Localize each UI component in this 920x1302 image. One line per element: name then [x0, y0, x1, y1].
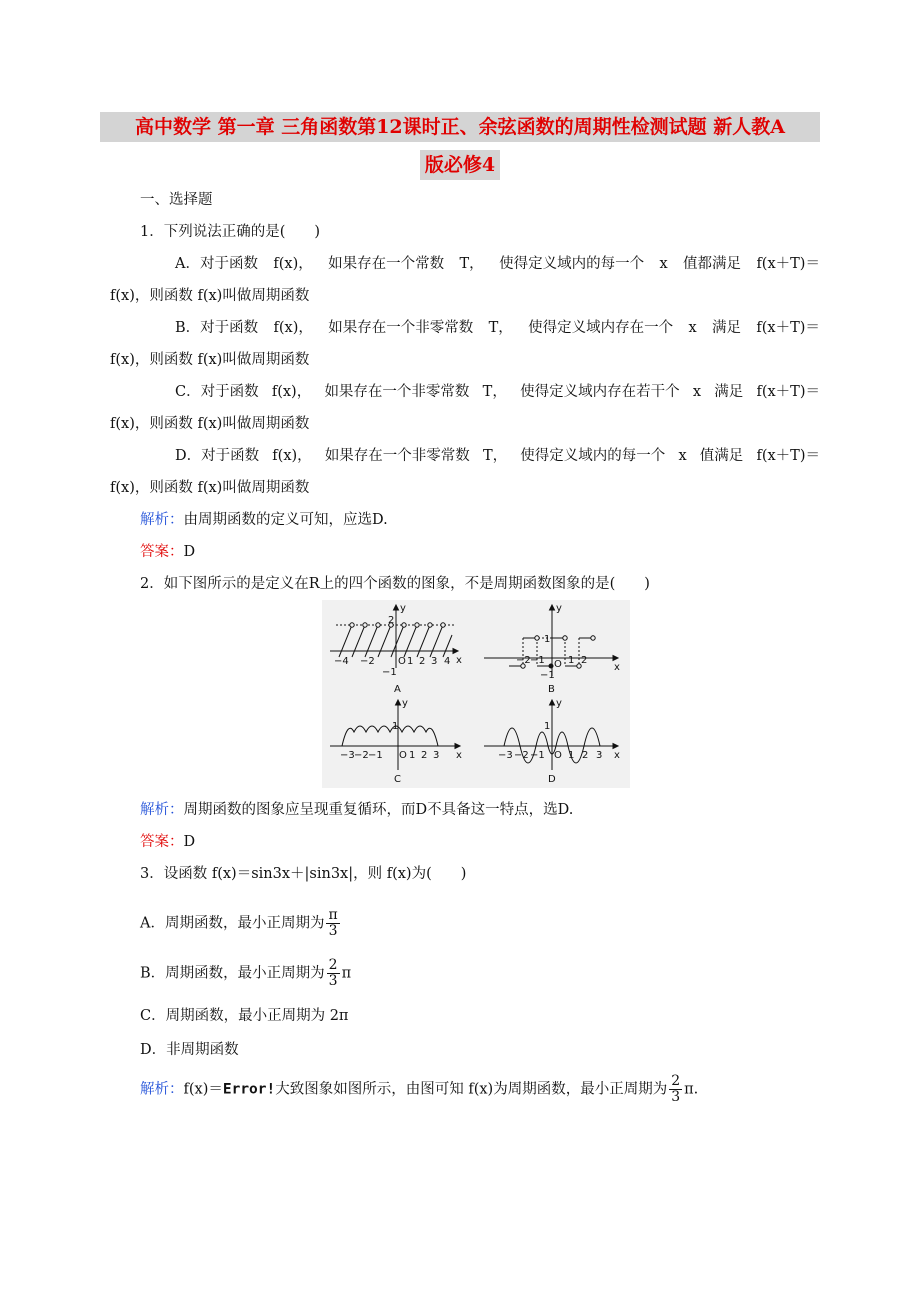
- panel-b-y-arrow: [550, 605, 555, 610]
- q1-analysis-text: 由周期函数的定义可知，应选D.: [183, 512, 388, 528]
- q1-option-c-line2: f(x)，则函数 f(x)叫做周期函数: [110, 416, 310, 432]
- panel-c-y-label: y: [402, 698, 408, 709]
- panel-d-tick-y1: 1: [544, 721, 551, 732]
- q2-figure-svg: [322, 600, 630, 788]
- panel-b-origin: O: [554, 659, 562, 670]
- panel-a-tick-neg4: −4: [334, 656, 349, 667]
- q1-option-a-line1: A．对于函数 f(x)， 如果存在一个常数 T， 使得定义域内的每一个 x 值都满足 f(x＋T)＝: [175, 256, 820, 272]
- panel-c-curve: [342, 726, 438, 746]
- q3-option-d: D．非周期函数: [140, 1042, 239, 1058]
- panel-d-tick-1: 1: [568, 750, 575, 761]
- q1-answer-label: 答案：: [140, 544, 184, 560]
- panel-a-tick-1: 1: [407, 656, 414, 667]
- panel-b-filled-dots: [549, 664, 553, 668]
- panel-d-tick-neg2: −2: [514, 750, 529, 761]
- panel-b-tick-1: 1: [568, 655, 575, 666]
- page-title-line1: 高中数学 第一章 三角函数第12课时正、余弦函数的周期性检测试题 新人教A: [100, 112, 820, 142]
- panel-a-tick-neg2: −2: [360, 656, 375, 667]
- q3-option-a: A．周期函数，最小正周期为 $\frac{\pi}{3}$: [140, 907, 338, 939]
- panel-c-tick-neg1: −1: [368, 750, 383, 761]
- q2-answer: [140, 832, 195, 852]
- panel-c-tick-3: 3: [433, 750, 440, 761]
- q3-option-a-fraction: $\frac{\pi}{3}$: [328, 907, 338, 939]
- q3-analysis-error: Error!: [222, 1081, 276, 1098]
- panel-c-label: C: [394, 774, 401, 785]
- panel-b-tick-neg1: −1: [540, 670, 555, 681]
- q2-figure: [322, 600, 630, 788]
- section-heading: 一、选择题: [140, 192, 213, 208]
- q1-option-b-line2: f(x)，则函数 f(x)叫做周期函数: [110, 352, 310, 368]
- panel-d-label: D: [548, 774, 556, 785]
- panel-b-tick-y1: 1: [544, 634, 551, 645]
- panel-a-y-label: y: [400, 603, 406, 614]
- panel-a-origin: O: [398, 656, 406, 667]
- q1-analysis: [140, 510, 388, 530]
- q1-option-d-line1: D．对于函数 f(x)， 如果存在一个非零常数 T， 使得定义域内的每一个 x 值满足 f(x＋T)＝: [175, 448, 820, 464]
- panel-a-y-arrow: [394, 605, 399, 610]
- panel-d-origin: O: [554, 750, 562, 761]
- panel-d-y-arrow: [550, 700, 555, 705]
- q1-option-a-line2: f(x)，则函数 f(x)叫做周期函数: [110, 288, 310, 304]
- q2-answer-text: D: [183, 834, 196, 850]
- q1-answer: [140, 542, 195, 562]
- q3-analysis-fraction: $\frac{2}{3}$: [671, 1073, 681, 1105]
- panel-d-x-arrow: [613, 744, 618, 749]
- q3-analysis: 解析：f(x)＝Error!大致图象如图所示，由图可知 f(x)为周期函数，最小正周期为 $\frac{2}{3}$ π.: [140, 1073, 699, 1105]
- panel-a-tick-3: 3: [431, 656, 438, 667]
- panel-a-tick-neg1: −1: [382, 667, 397, 678]
- panel-d-tick-neg1: −1: [530, 750, 545, 761]
- panel-b-tick-neg1-x: −1: [530, 655, 545, 666]
- panel-b-tick-neg2: −2: [516, 655, 531, 666]
- q1-option-d-line2: f(x)，则函数 f(x)叫做周期函数: [110, 480, 310, 496]
- panel-c-y-arrow: [396, 700, 401, 705]
- q2-analysis-text: 周期函数的图象应呈现重复循环，而D不具备这一特点，选D.: [183, 802, 574, 818]
- q3-stem: 3．设函数 f(x)＝sin3x＋|sin3x|，则 f(x)为( ): [140, 866, 467, 882]
- panel-c-origin: O: [399, 750, 407, 761]
- panel-c-tick-2: 2: [421, 750, 428, 761]
- panel-b-x-label: x: [614, 662, 620, 673]
- q3-option-b: B．周期函数，最小正周期为 $\frac{2}{3}$ π: [140, 957, 352, 989]
- panel-d-tick-neg3: −3: [498, 750, 513, 761]
- q1-option-b-line1: B．对于函数 f(x)， 如果存在一个非零常数 T， 使得定义域内存在一个 x 满足 f(x＋T)＝: [175, 320, 820, 336]
- q2-analysis-label: 解析：: [140, 802, 184, 818]
- panel-d-x-label: x: [614, 750, 620, 761]
- panel-d-tick-3: 3: [596, 750, 603, 761]
- panel-a-x-label: x: [456, 655, 462, 666]
- q3-option-b-fraction: $\frac{2}{3}$: [328, 957, 338, 989]
- panel-c-x-arrow: [455, 744, 460, 749]
- panel-a-tick-2: 2: [419, 656, 426, 667]
- q3-option-c: C．周期函数，最小正周期为 2π: [140, 1008, 349, 1024]
- panel-a-tick-y2: 2: [388, 615, 395, 626]
- panel-c-tick-1: 1: [409, 750, 416, 761]
- q2-stem: 2．如下图所示的是定义在R上的四个函数的图象，不是周期函数图象的是( ): [140, 576, 650, 592]
- panel-c-tick-y1: 1: [392, 721, 399, 732]
- panel-b-label: B: [548, 684, 555, 695]
- q1-analysis-label: 解析：: [140, 512, 184, 528]
- panel-d-y-label: y: [556, 698, 562, 709]
- panel-d-tick-2: 2: [582, 750, 589, 761]
- panel-c-x-label: x: [456, 750, 462, 761]
- q2-analysis: [140, 800, 573, 820]
- panel-b-y-label: y: [556, 603, 562, 614]
- panel-a-label: A: [394, 684, 401, 695]
- q2-answer-label: 答案：: [140, 834, 184, 850]
- q3-analysis-label: 解析：: [140, 1081, 184, 1098]
- panel-b-x-arrow: [613, 656, 618, 661]
- panel-a-x-arrow: [453, 649, 458, 654]
- panel-c-tick-neg3: −3: [340, 750, 355, 761]
- q1-answer-text: D: [183, 544, 196, 560]
- q1-option-c-line1: C．对于函数 f(x)， 如果存在一个非零常数 T， 使得定义域内存在若干个 x 满足 f(x＋T)＝: [175, 384, 820, 400]
- panel-b-tick-2: 2: [581, 655, 588, 666]
- panel-c-tick-neg2: −2: [354, 750, 369, 761]
- page-title-line2: 版必修4: [420, 150, 500, 180]
- panel-a-tick-4: 4: [444, 656, 451, 667]
- q1-stem: 1．下列说法正确的是( ): [140, 224, 321, 240]
